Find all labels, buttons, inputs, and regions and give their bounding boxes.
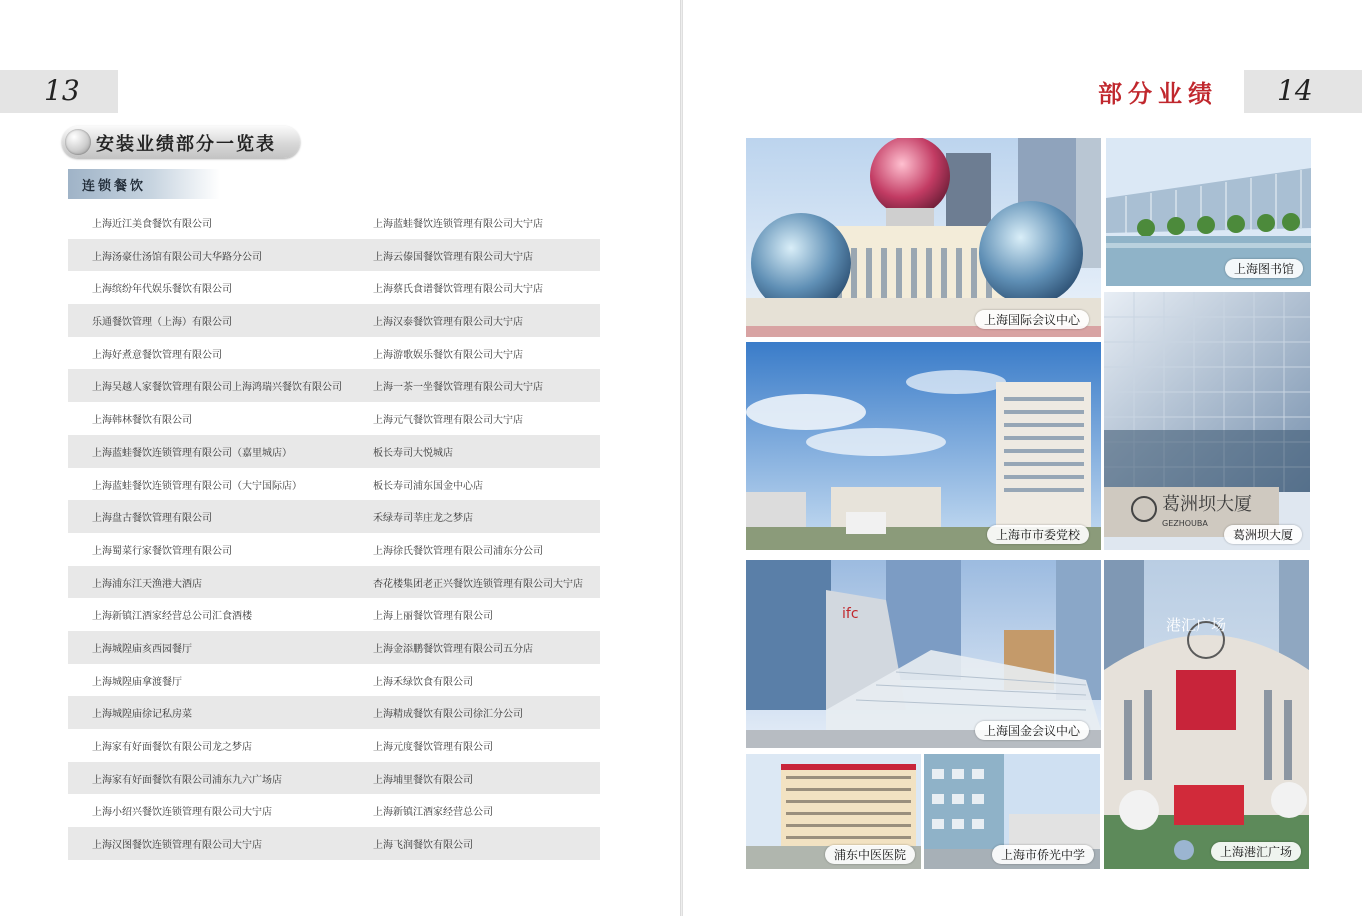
table-row: [68, 762, 600, 795]
table-row: [68, 533, 600, 566]
ganghui-plaza-image: [1104, 560, 1309, 869]
company-name-left: 上海近江美食餐饮有限公司: [92, 219, 212, 230]
ifc-sign: ifc: [842, 606, 859, 622]
table-row: [68, 631, 600, 664]
company-name-left: 上海蓝蛙餐饮连锁管理有限公司（嘉里城店）: [92, 447, 292, 459]
table-row: [68, 729, 600, 762]
table-row: [68, 435, 600, 468]
page-number: 13: [44, 74, 80, 107]
company-name-left: 上海城隍庙亥西园餐厅: [92, 643, 192, 655]
table-row: [68, 369, 600, 402]
company-name-right: 上海元气餐饮管理有限公司大宁店: [373, 415, 523, 427]
section-title: 部分业绩: [1098, 79, 1218, 108]
building-sign-en: GEZHOUBA: [1162, 519, 1208, 528]
table-row: [68, 271, 600, 304]
photo-qiaoguang-middle-school: [924, 754, 1100, 869]
company-name-left: 上海家有好面餐饮有限公司龙之梦店: [92, 742, 252, 753]
photo-caption: 上海市市委党校: [987, 525, 1089, 544]
table-row: [68, 304, 600, 337]
photo-shanghai-library: [1106, 138, 1311, 286]
table-row: [68, 598, 600, 631]
photo-caption: 上海市侨光中学: [992, 845, 1094, 864]
ifc-conference-center-image: [746, 560, 1101, 748]
company-name-left: 上海城隍庙徐记私房菜: [92, 709, 192, 721]
table-row: [68, 566, 600, 599]
company-name-left: 上海小绍兴餐饮连锁管理有限公司大宁店: [92, 807, 272, 819]
company-name-right: 上海精成餐饮有限公司徐汇分公司: [373, 709, 523, 721]
page-number: 14: [1277, 74, 1313, 107]
table-heading: [62, 126, 300, 158]
company-name-left: 上海蓝蛙餐饮连锁管理有限公司（大宁国际店）: [92, 480, 302, 492]
company-name-right: 上海元度餐饮管理有限公司: [373, 742, 493, 753]
company-name-left: 乐通餐饮管理（上海）有限公司: [92, 317, 232, 329]
company-name-right: 上海上丽餐饮管理有限公司: [373, 611, 493, 623]
company-name-right: 上海禾绿饮食有限公司: [373, 676, 473, 688]
photo-caption: 葛洲坝大厦: [1224, 525, 1302, 544]
page-number-box: [1244, 70, 1362, 113]
photo-caption: 浦东中医医院: [825, 845, 915, 864]
company-name-right: 上海蓝蛙餐饮连锁管理有限公司大宁店: [373, 219, 543, 230]
company-name-left: 上海缤纷年代娱乐餐饮有限公司: [92, 284, 232, 296]
company-name-right: 上海蔡氏食谱餐饮管理有限公司大宁店: [373, 284, 543, 296]
company-name-right: 板长寿司浦东国金中心店: [373, 480, 483, 492]
photo-caption: 上海国金会议中心: [975, 721, 1089, 740]
company-name-right: 上海飞润餐饮有限公司: [373, 840, 473, 852]
company-name-right: 上海埔里餐饮有限公司: [373, 774, 473, 786]
company-name-left: 上海蜀菜行家餐饮管理有限公司: [92, 545, 232, 557]
photo-gezhouba-building: [1104, 292, 1310, 550]
company-name-left: 上海浦东江天渔港大酒店: [92, 578, 202, 590]
left-page: [0, 0, 680, 916]
company-name-left: 上海韩林餐饮有限公司: [92, 415, 192, 427]
table-row: [68, 337, 600, 370]
company-name-right: 禾绿寿司莘庄龙之梦店: [373, 513, 473, 525]
table-row: [68, 696, 600, 729]
building-sign: 葛洲坝大厦: [1162, 494, 1252, 515]
photo-ifc-conference-center: [746, 560, 1101, 748]
company-name-right: 上海游歌娱乐餐饮有限公司大宁店: [373, 349, 523, 361]
company-name-right: 上海金添鹏餐饮管理有限公司五分店: [373, 643, 533, 655]
page-number-box: [0, 70, 118, 113]
intl-conference-center-image: [746, 138, 1101, 337]
category-text: 连锁餐饮: [82, 179, 147, 194]
photo-intl-conference-center: [746, 138, 1101, 337]
company-name-right: 上海一茶一坐餐饮管理有限公司大宁店: [373, 382, 543, 394]
company-name-right: 杏花楼集团老正兴餐饮连锁管理有限公司大宁店: [373, 578, 583, 590]
company-name-left: 上海吴越人家餐饮管理有限公司上海鸿瑞兴餐饮有限公司: [92, 382, 342, 394]
photo-caption: 上海图书馆: [1225, 259, 1303, 278]
photo-caption: 上海国际会议中心: [975, 310, 1089, 329]
table-row: [68, 794, 600, 827]
photo-pudong-tcm-hospital: [746, 754, 921, 869]
company-name-right: 上海新镇江酒家经营总公司: [373, 807, 493, 819]
table-row: [68, 664, 600, 697]
table-row: [68, 468, 600, 501]
plaza-sign: 港汇广场: [1166, 616, 1227, 634]
table-row: [68, 500, 600, 533]
gezhouba-building-image: [1104, 292, 1310, 550]
photo-party-school: [746, 342, 1101, 550]
company-name-left: 上海盘古餐饮管理有限公司: [92, 513, 212, 525]
company-name-left: 上海家有好面餐饮有限公司浦东九六广场店: [92, 774, 282, 786]
company-name-right: 板长寿司大悦城店: [373, 447, 453, 459]
company-name-right: 上海云傣国餐饮管理有限公司大宁店: [373, 251, 533, 263]
table-row: [68, 206, 600, 239]
company-name-left: 上海城隍庙拿渡餐厅: [92, 676, 182, 688]
company-name-left: 上海好煮意餐饮管理有限公司: [92, 349, 222, 361]
company-name-left: 上海汤豪仕汤馆有限公司大华路分公司: [92, 251, 262, 263]
table-row: [68, 402, 600, 435]
table-row: [68, 239, 600, 272]
company-name-right: 上海汉泰餐饮管理有限公司大宁店: [373, 317, 523, 329]
party-school-image: [746, 342, 1101, 550]
photo-caption: 上海港汇广场: [1211, 842, 1301, 861]
category-label: [68, 169, 220, 199]
bullet-icon: [65, 129, 91, 155]
company-name-left: 上海汉图餐饮连锁管理有限公司大宁店: [92, 840, 262, 852]
company-name-right: 上海徐氏餐饮管理有限公司浦东分公司: [373, 545, 543, 557]
table-row: [68, 827, 600, 860]
company-name-left: 上海新镇江酒家经营总公司汇食酒楼: [92, 611, 252, 623]
performance-table: [68, 206, 600, 860]
table-heading-text: 安装业绩部分一览表: [96, 134, 276, 155]
photo-ganghui-plaza: [1104, 560, 1309, 869]
